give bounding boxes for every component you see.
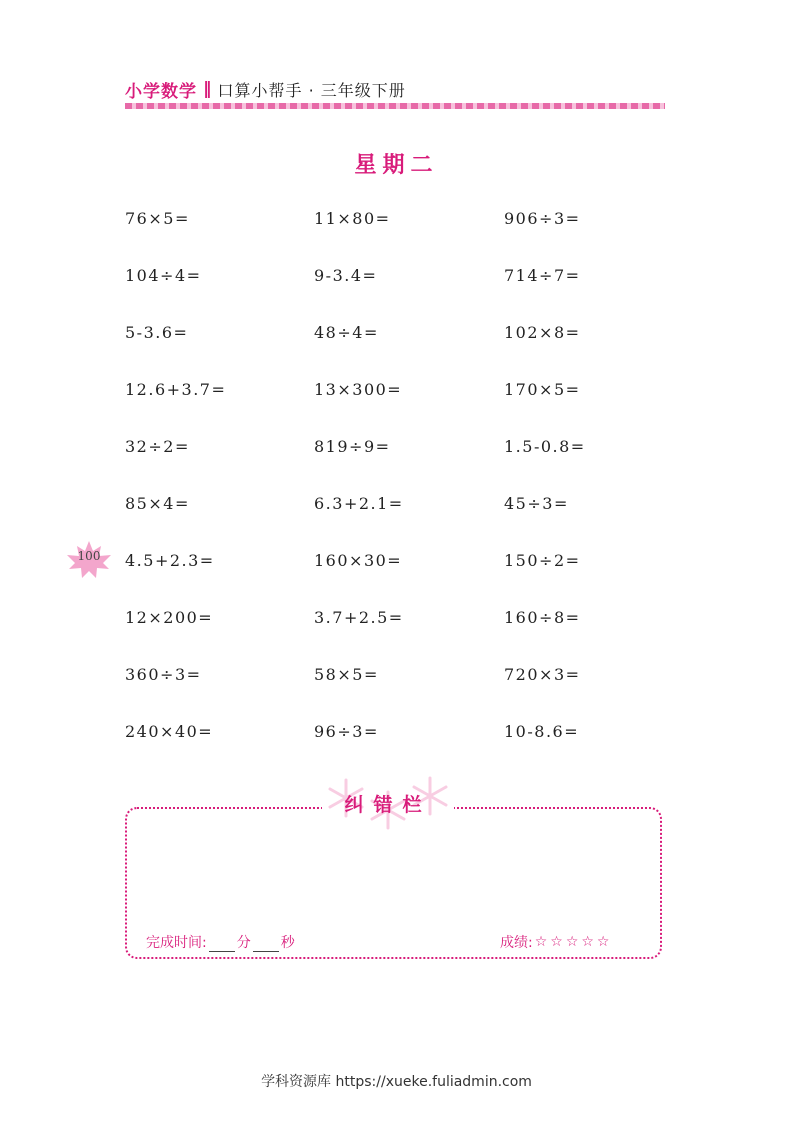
seconds-field[interactable] (253, 935, 279, 952)
seconds-label: 秒 (280, 935, 295, 951)
problem: 104÷4= (125, 266, 202, 285)
problem: 714÷7= (504, 266, 581, 285)
problem: 819÷9= (314, 437, 391, 456)
header-separator: ‖ (203, 79, 212, 99)
problem-grid (125, 208, 645, 778)
problem: 96÷3= (314, 722, 379, 741)
footer-watermark: 学科资源库 https://xueke.fuliadmin.com (261, 1074, 532, 1090)
book-subtitle: 口算小帮手 · 三年级下册 (217, 80, 406, 100)
problem: 32÷2= (125, 437, 190, 456)
problem: 150÷2= (504, 551, 581, 570)
problem: 160÷8= (504, 608, 581, 627)
problem: 45÷3= (504, 494, 569, 513)
problem: 85×4= (125, 494, 190, 513)
completion-time (146, 932, 295, 952)
problem: 10-8.6= (504, 722, 580, 741)
problem: 1.5-0.8= (504, 437, 586, 456)
problem: 6.3+2.1= (314, 494, 404, 513)
problem: 4.5+2.3= (125, 551, 215, 570)
correction-box-header (322, 774, 454, 830)
brand-title: 小学数学 (125, 81, 197, 102)
problem: 48÷4= (314, 323, 379, 342)
problem: 160×30= (314, 551, 403, 570)
problem: 58×5= (314, 665, 379, 684)
problem: 12×200= (125, 608, 214, 627)
correction-box-title: 纠错栏 (344, 794, 432, 816)
minutes-field[interactable] (209, 935, 235, 952)
problem: 3.7+2.5= (314, 608, 404, 627)
problem: 720×3= (504, 665, 581, 684)
score (500, 932, 612, 952)
star-rating[interactable]: ☆☆☆☆☆ (534, 934, 613, 950)
problem: 11×80= (314, 209, 391, 228)
problem: 170×5= (504, 380, 581, 399)
page-number: 100 (77, 549, 101, 563)
problem: 13×300= (314, 380, 403, 399)
header-divider (125, 103, 665, 109)
time-label: 完成时间: (146, 935, 207, 951)
day-title: 星期二 (354, 153, 439, 178)
score-label: 成绩: (500, 935, 533, 951)
problem: 5-3.6= (125, 323, 189, 342)
problem: 906÷3= (504, 209, 581, 228)
page-header (125, 76, 665, 102)
problem: 9-3.4= (314, 266, 378, 285)
problem: 76×5= (125, 209, 190, 228)
minutes-label: 分 (236, 935, 251, 951)
problem: 102×8= (504, 323, 581, 342)
problem: 12.6+3.7= (125, 380, 227, 399)
problem: 360÷3= (125, 665, 202, 684)
problem: 240×40= (125, 722, 214, 741)
